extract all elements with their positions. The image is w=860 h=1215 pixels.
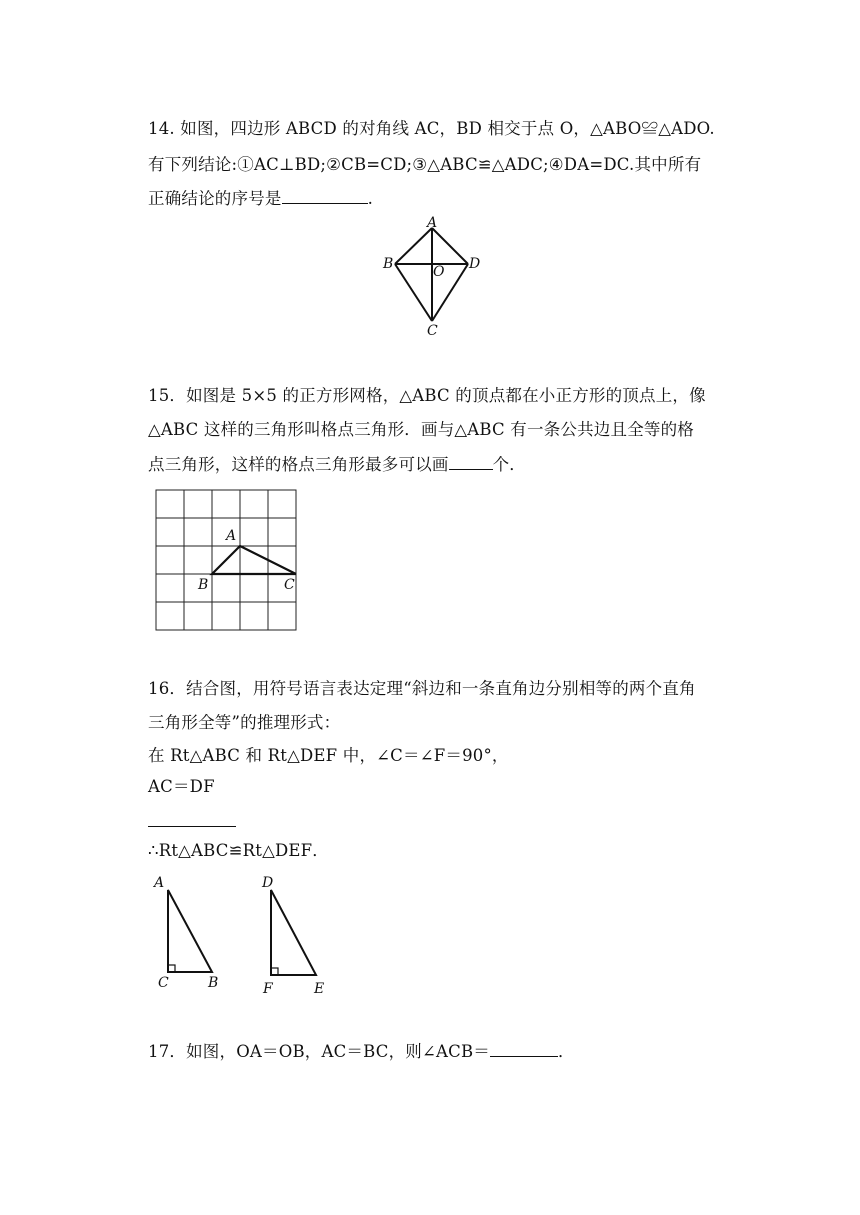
q15-label-c: C: [284, 577, 295, 593]
q16-answer-blank: [148, 826, 236, 827]
q16-triangle-abc: [168, 890, 212, 972]
q14-edge-bc: [395, 264, 432, 321]
q17-line-1-end: ．: [557, 1042, 575, 1061]
q15-label-a: A: [226, 528, 237, 544]
q14-line-2: 有下列结论:①AC⊥BD;②CB=CD;③△ABC≌△ADC;④DA=DC.其中所有: [148, 155, 702, 174]
q16-label-e: E: [314, 981, 325, 997]
q15-triangle-abc: [212, 546, 296, 574]
q15-line-3-end: 个．: [492, 455, 527, 474]
q14-label-d: D: [469, 256, 481, 272]
q14-label-o: O: [433, 264, 445, 280]
q14-edge-ad: [432, 228, 468, 264]
q15-line-2: △ABC 这样的三角形叫格点三角形．画与△ABC 有一条公共边且全等的格: [148, 420, 695, 439]
q16-label-d: D: [262, 875, 274, 891]
q16-line-4: AC＝DF: [148, 777, 215, 796]
q16-label-a: A: [154, 875, 165, 891]
q14-label-b: B: [383, 256, 394, 272]
q15-answer-blank: [449, 468, 493, 470]
q15-label-b: B: [198, 577, 209, 593]
q14-line-3-text: 正确结论的序号是: [148, 189, 282, 208]
q16-line-2: 三角形全等”的推理形式：: [148, 713, 341, 732]
q16-label-b: B: [208, 975, 219, 991]
q15-line-3-text: 点三角形，这样的格点三角形最多可以画: [148, 455, 449, 474]
q16-label-c: C: [158, 975, 169, 991]
q14-line-1: 14. 如图，四边形 ABCD 的对角线 AC，BD 相交于点 O，△ABO≌△ADO.: [148, 119, 715, 138]
q14-answer-blank: [282, 202, 368, 204]
q16-triangle-def: [271, 890, 316, 975]
q15-line-1: 15．如图是 5×5 的正方形网格，△ABC 的顶点都在小正方形的顶点上，像: [148, 386, 706, 405]
q16-triangles-figure: [150, 870, 350, 1000]
q16-label-f: F: [263, 981, 273, 997]
q14-kite-figure: [370, 216, 500, 340]
q14-label-a: A: [427, 215, 438, 231]
q16-line-1: 16．结合图，用符号语言表达定理“斜边和一条直角边分别相等的两个直角: [148, 679, 696, 698]
q14-line-3: [148, 188, 373, 210]
q15-line-3: [148, 454, 526, 476]
q17-line-1-text: 17．如图，OA＝OB，AC＝BC，则∠ACB＝: [148, 1042, 490, 1061]
q14-line-3-end: .: [367, 189, 374, 208]
q16-right-angle-f: [271, 968, 278, 975]
q17-line-1: [148, 1041, 575, 1063]
q14-edge-ab: [395, 228, 432, 264]
q16-line-5: ∴Rt△ABC≌Rt△DEF．: [148, 841, 330, 860]
q16-line-3: 在 Rt△ABC 和 Rt△DEF 中，∠C＝∠F＝90°，: [148, 746, 509, 765]
q15-grid-figure: [150, 484, 304, 636]
q17-answer-blank: [490, 1055, 558, 1057]
q16-right-angle-c: [168, 965, 175, 972]
q14-label-c: C: [427, 323, 438, 339]
